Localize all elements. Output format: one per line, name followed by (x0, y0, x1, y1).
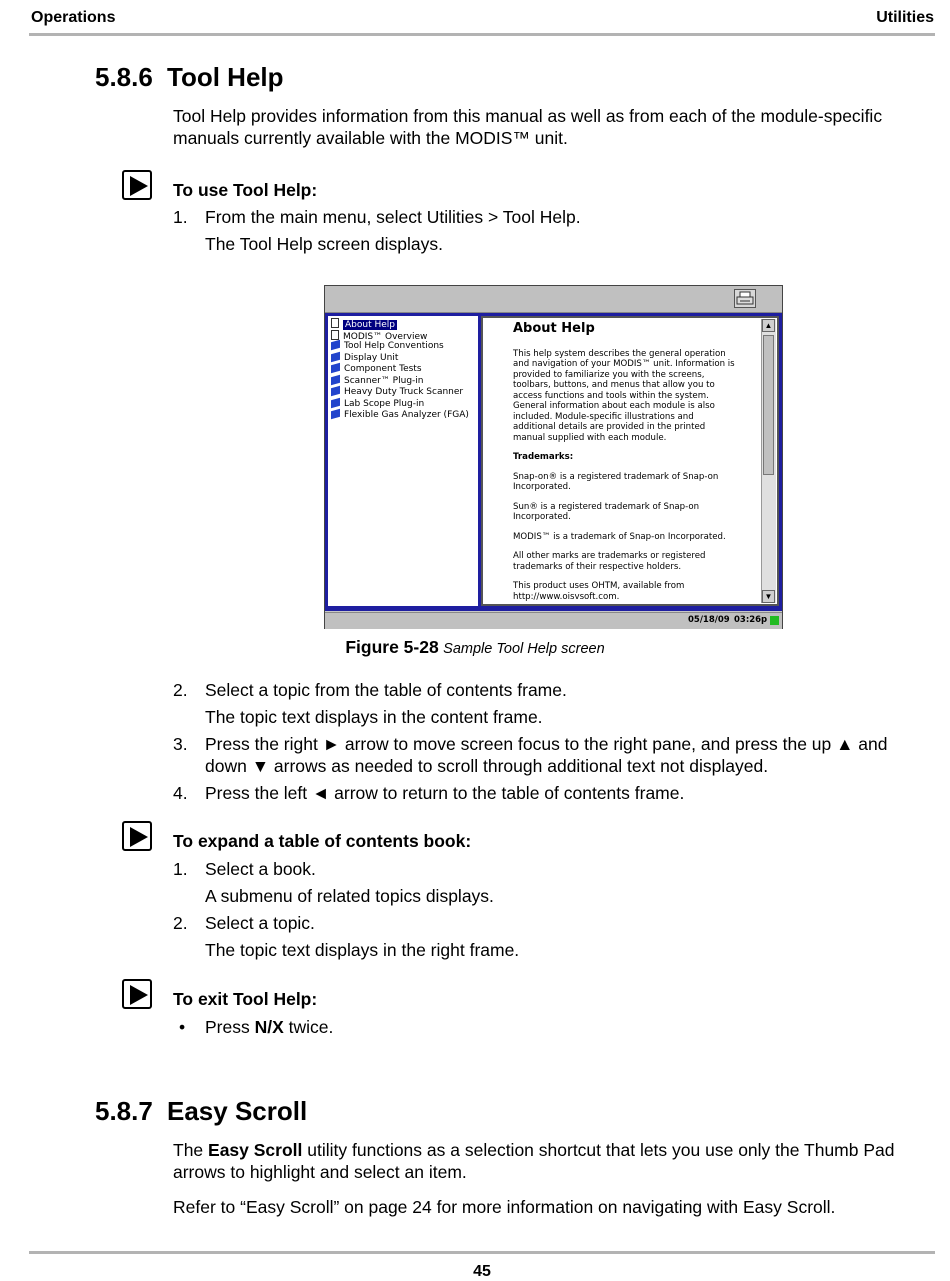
step-number: 3. (173, 734, 188, 754)
step-text: Press the right ► arrow to move screen focus to the right pane, and press the up ▲ and down ▼ arrows as needed to scroll through additional text not displayed. (205, 734, 888, 776)
content-frame[interactable] (481, 316, 779, 606)
step-text: Select a topic from the table of contents frame. (205, 680, 567, 700)
toc-frame[interactable] (328, 316, 478, 606)
screen-toolbar (325, 286, 782, 313)
page-icon (331, 330, 339, 340)
content-scrollbar[interactable] (761, 319, 776, 603)
section-title: Tool Help (167, 62, 284, 92)
step-number: 1. (173, 859, 188, 879)
easy-scroll-paragraph: The Easy Scroll utility functions as a selection shortcut that lets you use only the Thumb Pad arrows to highlight and select an item. (173, 1140, 895, 1182)
content-paragraph: MODIS™ is a trademark of Snap-on Incorporated. (513, 531, 726, 542)
easy-scroll-reference: Refer to “Easy Scroll” on page 24 for more information on navigating with Easy Scroll. (173, 1197, 836, 1217)
connection-icon (770, 616, 779, 625)
footer-rule (29, 1251, 935, 1254)
section-title: Easy Scroll (167, 1096, 308, 1126)
step-text: From the main menu, select Utilities > Tool Help. (205, 207, 581, 227)
toc-item[interactable]: About Help (331, 318, 397, 330)
tool-help-screenshot (324, 285, 783, 629)
book-icon (331, 340, 340, 350)
content-title: About Help (513, 321, 595, 336)
step-text: Press the left ◄ arrow to return to the table of contents frame. (205, 783, 685, 803)
toc-item[interactable]: Tool Help Conventions (331, 341, 444, 351)
content-subheading: Trademarks: (513, 452, 574, 462)
scroll-thumb[interactable] (763, 335, 774, 475)
procedure-arrow-icon (122, 170, 152, 200)
scroll-down-icon[interactable]: ▼ (762, 590, 775, 603)
step-result: The Tool Help screen displays. (205, 234, 443, 254)
procedure-title-expand: To expand a table of contents book: (173, 831, 472, 851)
content-paragraph: Snap-on® is a registered trademark of Snap-on Incorporated. (513, 471, 719, 492)
book-icon (331, 386, 340, 396)
content-paragraph: All other marks are trademarks or registered trademarks of their respective holders. (513, 551, 706, 572)
step-text: Select a book. (205, 859, 316, 879)
step-number: 2. (173, 680, 188, 700)
bullet: • (179, 1017, 186, 1037)
section-number: 5.8.7 (95, 1096, 153, 1126)
scroll-up-icon[interactable]: ▲ (762, 319, 775, 332)
figure-label: Figure 5-28 (345, 637, 439, 657)
toc-item[interactable]: Flexible Gas Analyzer (FGA) (331, 410, 469, 420)
step-number: 4. (173, 783, 188, 803)
step-result: A submenu of related topics displays. (205, 886, 494, 906)
header-right: Utilities (876, 9, 934, 26)
book-icon (331, 374, 340, 384)
figure-caption (0, 637, 950, 658)
status-bar (325, 612, 782, 629)
step-number: 2. (173, 913, 188, 933)
step-text: Select a topic. (205, 913, 315, 933)
procedure-title-exit: To exit Tool Help: (173, 989, 318, 1009)
status-date: 05/18/09 (688, 615, 730, 625)
figure-caption-text: Sample Tool Help screen (443, 641, 605, 657)
toc-item[interactable]: Lab Scope Plug-in (331, 399, 424, 409)
header-rule (29, 33, 935, 36)
status-time: 03:26p (734, 615, 768, 625)
toc-item[interactable]: Component Tests (331, 364, 422, 374)
help-frame (325, 313, 782, 611)
key-name: N/X (254, 1017, 284, 1037)
header-left: Operations (31, 9, 116, 26)
book-icon (331, 397, 340, 407)
toc-item[interactable]: Scanner™ Plug-in (331, 376, 423, 386)
content-paragraph: Sun® is a registered trademark of Snap-on Incorporated. (513, 501, 700, 522)
procedure-arrow-icon (122, 979, 152, 1009)
procedure-arrow-icon (122, 821, 152, 851)
step-number: 1. (173, 207, 188, 227)
step-result: The topic text displays in the right frame. (205, 940, 520, 960)
printer-icon (734, 289, 756, 308)
content-paragraph: This product uses OHTM, available from http://www.oisvsoft.com. (513, 581, 685, 602)
section-number: 5.8.6 (95, 62, 153, 92)
content-paragraph: This help system describes the general operation and navigation of your MODIS™ unit. Information is provided to familiarize you with the screens, toolbars, buttons, and menus that allow you to access functions and tools within the system. General information about each module is also included. Module-specific illustrations and additional details are provided in the printed manual supplied with each module. (513, 348, 735, 443)
toc-item[interactable]: Display Unit (331, 353, 398, 363)
intro-paragraph: Tool Help provides information from this manual as well as from each of the module-specific manuals currently available with the MODIS™ unit. (173, 106, 883, 148)
content-text (513, 321, 738, 611)
section-heading-easy-scroll (95, 1096, 307, 1127)
book-icon (331, 409, 340, 419)
book-icon (331, 351, 340, 361)
step-result: The topic text displays in the content frame. (205, 707, 543, 727)
toc-item[interactable]: MODIS™ Overview (331, 330, 427, 342)
book-icon (331, 363, 340, 373)
page-icon (331, 318, 339, 328)
section-heading-tool-help (95, 62, 284, 93)
toc-item[interactable]: Heavy Duty Truck Scanner (331, 387, 463, 397)
procedure-title-use: To use Tool Help: (173, 180, 318, 200)
page-number: 45 (473, 1263, 491, 1280)
